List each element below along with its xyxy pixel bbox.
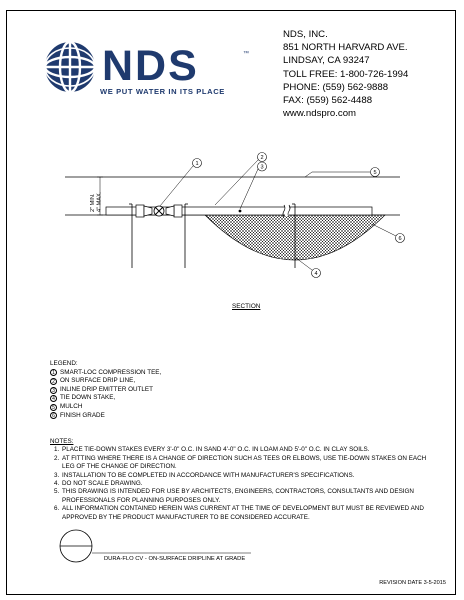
callout-number: 2: [260, 155, 264, 162]
company-line: LINDSAY, CA 93247: [283, 55, 370, 67]
revision-date: REVISION DATE 3-5-2015: [379, 580, 446, 586]
legend-number: 3: [50, 387, 57, 394]
legend: [50, 360, 161, 420]
drawing-title: DURA-FLO CV - ON-SURFACE DRIPLINE AT GRADE: [104, 556, 246, 562]
legend-item: [50, 369, 161, 378]
callout-5: [371, 168, 380, 177]
company-line: NDS, INC.: [283, 29, 328, 40]
emitter-outlet: [239, 210, 242, 213]
legend-text: TIE DOWN STAKE,: [60, 394, 116, 402]
callout-number: 3: [260, 164, 264, 171]
note-item: 4. DO NOT SCALE DRAWING.: [61, 480, 430, 488]
leader-line: [372, 224, 396, 236]
callout-1: [193, 159, 202, 168]
callout-6: [396, 234, 405, 243]
section-label: SECTION: [232, 303, 261, 310]
note-item: 2. AT FITTING WHERE THERE IS A CHANGE OF DIRECTION SUCH AS TEES OR ELBOWS, USE TIE-DOWN STAKES ON EACH LEG OF THE CHANGE OF DIRECTION.: [61, 455, 430, 472]
company-line: PHONE: (559) 562-9888: [283, 81, 389, 93]
trademark-mark: ™: [243, 51, 249, 57]
company-line: FAX: (559) 562-4488: [283, 95, 373, 107]
company-line: 851 NORTH HARVARD AVE.: [283, 42, 408, 54]
legend-text: INLINE DRIP EMITTER OUTLET: [60, 385, 153, 393]
callout-4: [312, 269, 321, 278]
legend-text: MULCH: [60, 402, 83, 410]
legend-item: [50, 377, 161, 386]
legend-item: [50, 394, 161, 403]
logo-tagline: WE PUT WATER IN ITS PLACE: [100, 87, 225, 96]
pipe-break-gap: [285, 206, 289, 216]
leader-line: [305, 172, 312, 177]
notes-title: NOTES:: [50, 438, 74, 445]
company-line: TOLL FREE: 1-800-726-1994: [283, 68, 409, 80]
callout-number: 6: [398, 236, 402, 243]
legend-title: LEGEND:: [50, 360, 78, 367]
logo-wordmark: NDS: [102, 42, 199, 90]
depth-label-max: 4" MAX.: [96, 191, 103, 212]
legend-number: 5: [50, 404, 57, 411]
note-item: 5. THIS DRAWING IS INTENDED FOR USE BY ARCHITECTS, ENGINEERS, CONTRACTORS, CONSULTANTS AND DESIGN PROFESSIONALS FOR PLANNING PURPOSES ONLY.: [61, 488, 430, 505]
legend-number: 1: [50, 369, 57, 376]
legend-text: FINISH GRADE: [60, 411, 105, 419]
leader-line: [160, 166, 193, 206]
note-item: 6. ALL INFORMATION CONTAINED HEREIN WAS CURRENT AT THE TIME OF DEVELOPMENT BUT MUST BE REVIEWED AND APPROVED BY THE PRODUCT MANUFACTURER TO BE CONSIDERED ACCURATE.: [61, 505, 430, 522]
legend-text: ON SURFACE DRIP LINE,: [60, 377, 136, 385]
legend-number: 2: [50, 378, 57, 385]
notes-list: [50, 446, 430, 522]
note-item: 3. INSTALLATION TO BE COMPLETED IN ACCORDANCE WITH MANUFACTURER'S SPECIFICATIONS.: [61, 472, 430, 480]
note-item: 1. PLACE TIE-DOWN STAKES EVERY 3'-0" O.C. IN SAND 4'-0" O.C. IN LOAM AND 5'-0" O.C. IN CLAY SOILS.: [61, 446, 430, 454]
callout-number: 5: [373, 170, 377, 177]
callout-3: [258, 162, 267, 171]
legend-number: 6: [50, 412, 57, 419]
leader-line: [215, 160, 258, 205]
legend-number: 4: [50, 395, 57, 402]
compression-tee: [136, 205, 182, 217]
notes: [50, 438, 430, 522]
legend-item: [50, 386, 161, 395]
legend-item: [50, 403, 161, 412]
legend-item: [50, 412, 161, 421]
leader-line: [240, 169, 258, 209]
callout-number: 4: [314, 271, 318, 278]
depth-label-min: 2" MIN.: [90, 193, 96, 212]
callout-number: 1: [195, 161, 199, 168]
depth-label: [90, 191, 103, 212]
callout-2: [258, 153, 267, 162]
legend-text: SMART-LOC COMPRESSION TEE,: [60, 368, 162, 376]
company-line: www.ndspro.com: [283, 108, 357, 120]
